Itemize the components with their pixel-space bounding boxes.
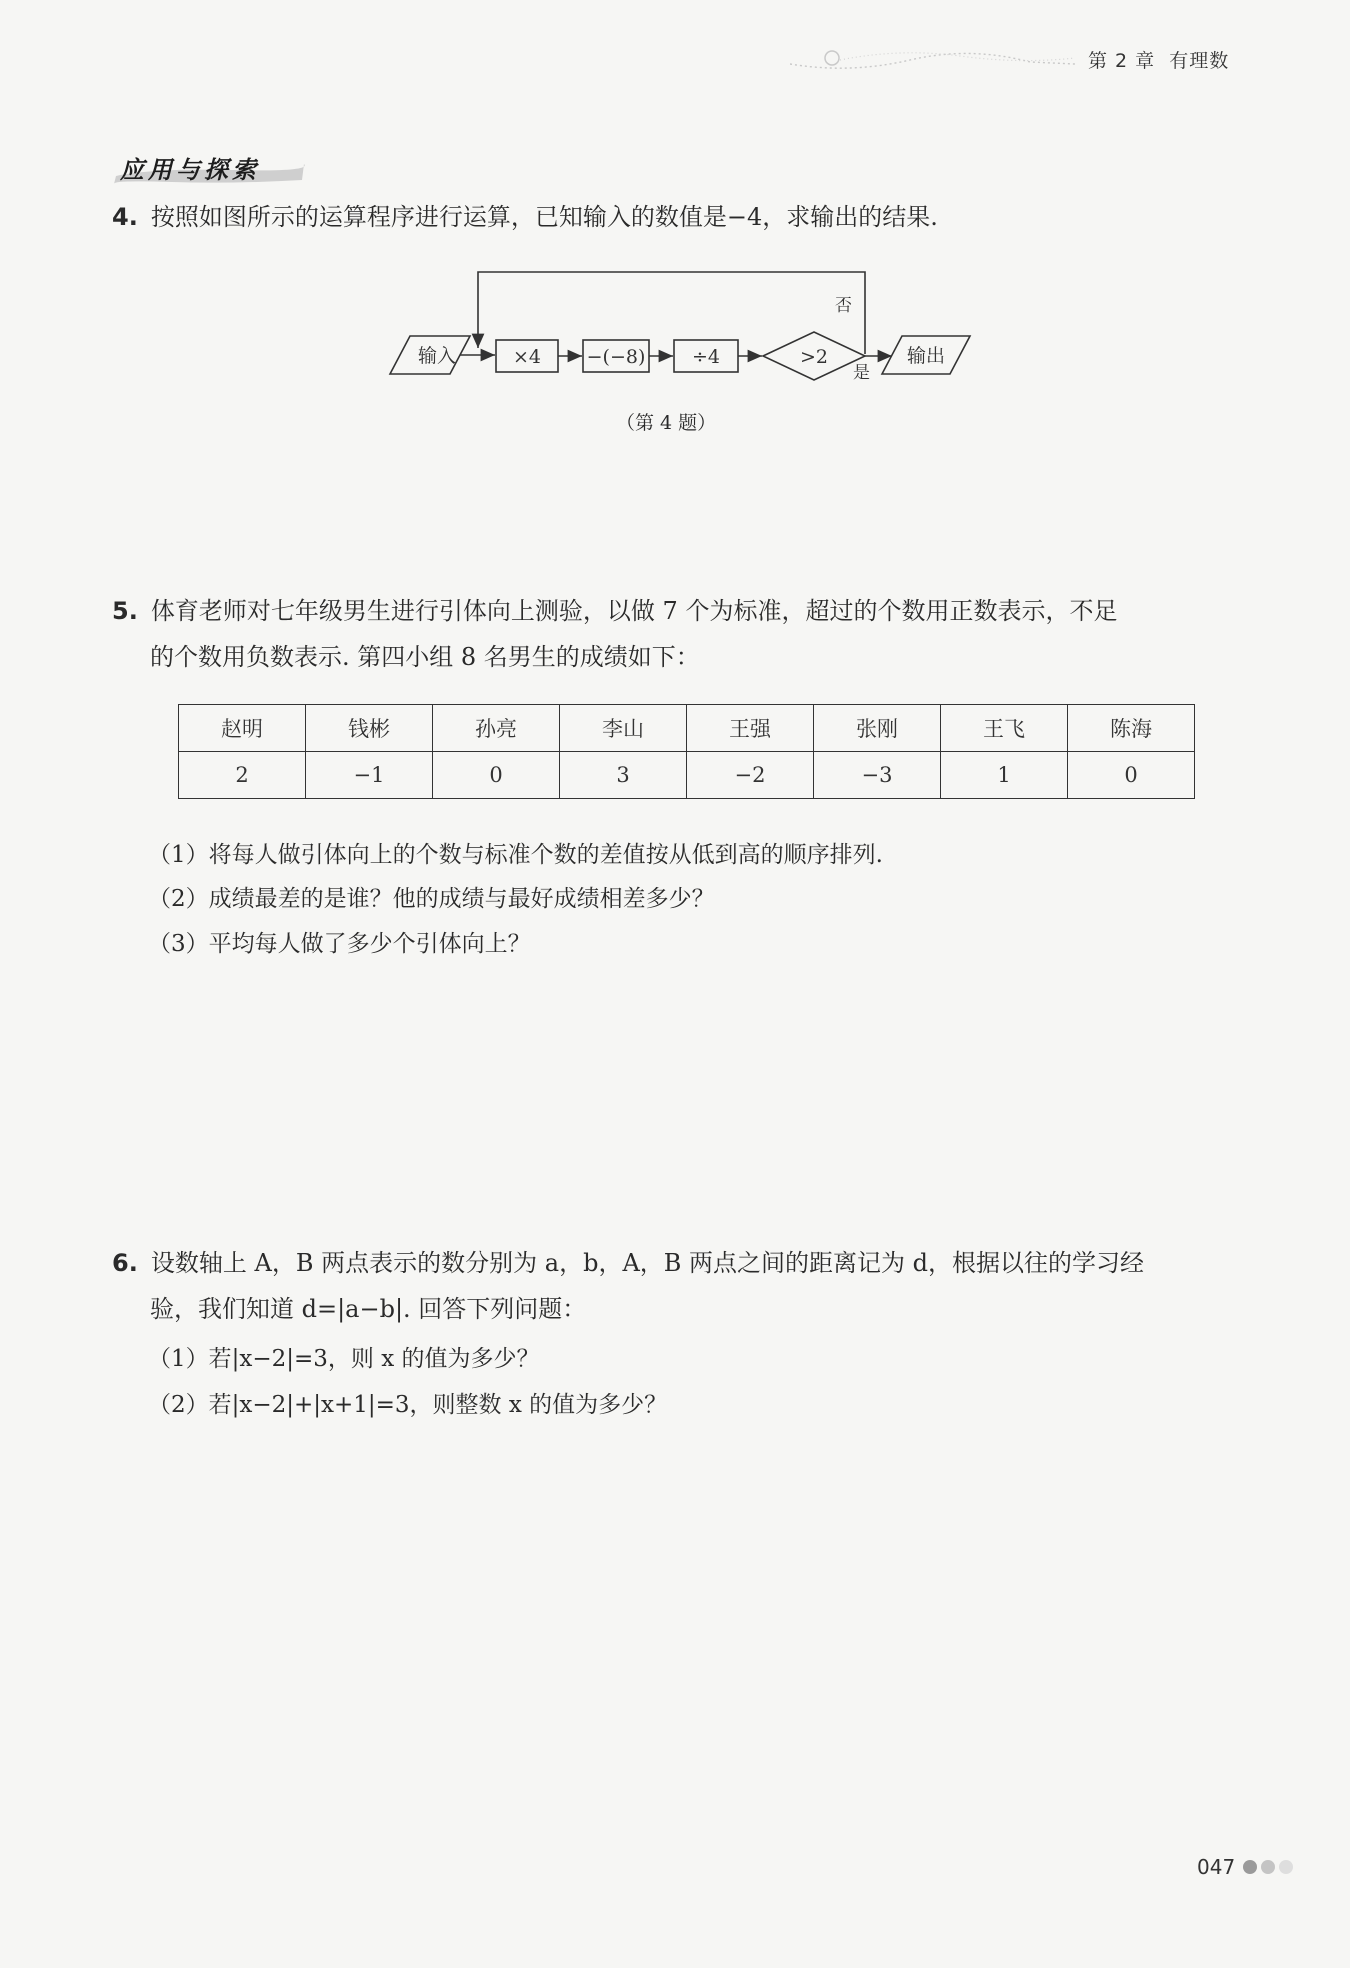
table-cell: 孙亮 (433, 705, 560, 752)
table-cell: 钱彬 (306, 705, 433, 752)
no-label: 否 (835, 296, 852, 316)
condition-label: >2 (799, 346, 829, 368)
question-number: 4. (112, 203, 138, 231)
table-cell: 王飞 (941, 705, 1068, 752)
yes-label: 是 (853, 363, 870, 383)
table-cell: −2 (687, 752, 814, 799)
scores-table (178, 704, 1195, 799)
output-label: 输出 (907, 345, 946, 367)
question-number: 6. (112, 1249, 138, 1277)
page-dot-icon (1279, 1860, 1293, 1874)
table-cell: 2 (179, 752, 306, 799)
question-text-line2: 验，我们知道 d=|a−b|. 回答下列问题： (150, 1295, 587, 1323)
table-cell: 3 (560, 752, 687, 799)
chapter-header (1088, 46, 1229, 73)
page-dot-icon (1261, 1860, 1275, 1874)
table-cell: 张刚 (814, 705, 941, 752)
page-dot-icon (1243, 1860, 1257, 1874)
header-decoration (790, 38, 1080, 78)
input-label: 输入 (418, 345, 457, 367)
sub-question-1: （1）将每人做引体向上的个数与标准个数的差值按从低到高的顺序排列. (148, 842, 883, 868)
table-cell: 1 (941, 752, 1068, 799)
step-multiply-label: ×4 (512, 346, 542, 368)
step-subtract-label: −(−8) (586, 346, 646, 368)
figure-caption: （第 4 题） (616, 412, 717, 434)
table-cell: 李山 (560, 705, 687, 752)
chapter-number: 第 2 章 (1088, 50, 1156, 72)
table-cell: −3 (814, 752, 941, 799)
section-title: 应用与探索 (120, 156, 260, 184)
table-cell: 王强 (687, 705, 814, 752)
question-number: 5. (112, 597, 138, 625)
flowchart (370, 262, 980, 392)
question-5 (112, 596, 1117, 626)
sub-question-3: （3）平均每人做了多少个引体向上？ (148, 931, 531, 957)
question-text-line1: 设数轴上 A，B 两点表示的数分别为 a，b，A，B 两点之间的距离记为 d，根据以往的学习经 (150, 1249, 1145, 1277)
question-text-line2: 的个数用负数表示. 第四小组 8 名男生的成绩如下： (150, 643, 700, 671)
question-text-line1: 体育老师对七年级男生进行引体向上测验，以做 7 个为标准，超过的个数用正数表示，不足 (150, 597, 1118, 625)
table-cell: −1 (306, 752, 433, 799)
table-cell: 赵明 (179, 705, 306, 752)
section-tag (112, 146, 308, 186)
sub-question-2: （2）若|x−2|+|x+1|=3，则整数 x 的值为多少？ (148, 1392, 668, 1418)
chapter-title: 有理数 (1169, 50, 1230, 72)
table-cell: 陈海 (1068, 705, 1195, 752)
table-cell: 0 (1068, 752, 1195, 799)
step-divide-label: ÷4 (691, 346, 721, 368)
question-4 (112, 202, 938, 232)
sub-question-1: （1）若|x−2|=3，则 x 的值为多少？ (148, 1346, 540, 1372)
table-cell: 0 (433, 752, 560, 799)
table-row (179, 752, 1195, 799)
loop-arrow (478, 272, 865, 354)
sub-question-2: （2）成绩最差的是谁？他的成绩与最好成绩相差多少？ (148, 886, 715, 912)
page-number: 047 (1197, 1855, 1236, 1879)
question-text: 按照如图所示的运算程序进行运算，已知输入的数值是−4，求输出的结果. (150, 203, 938, 231)
table-row (179, 705, 1195, 752)
question-6 (112, 1248, 1144, 1278)
